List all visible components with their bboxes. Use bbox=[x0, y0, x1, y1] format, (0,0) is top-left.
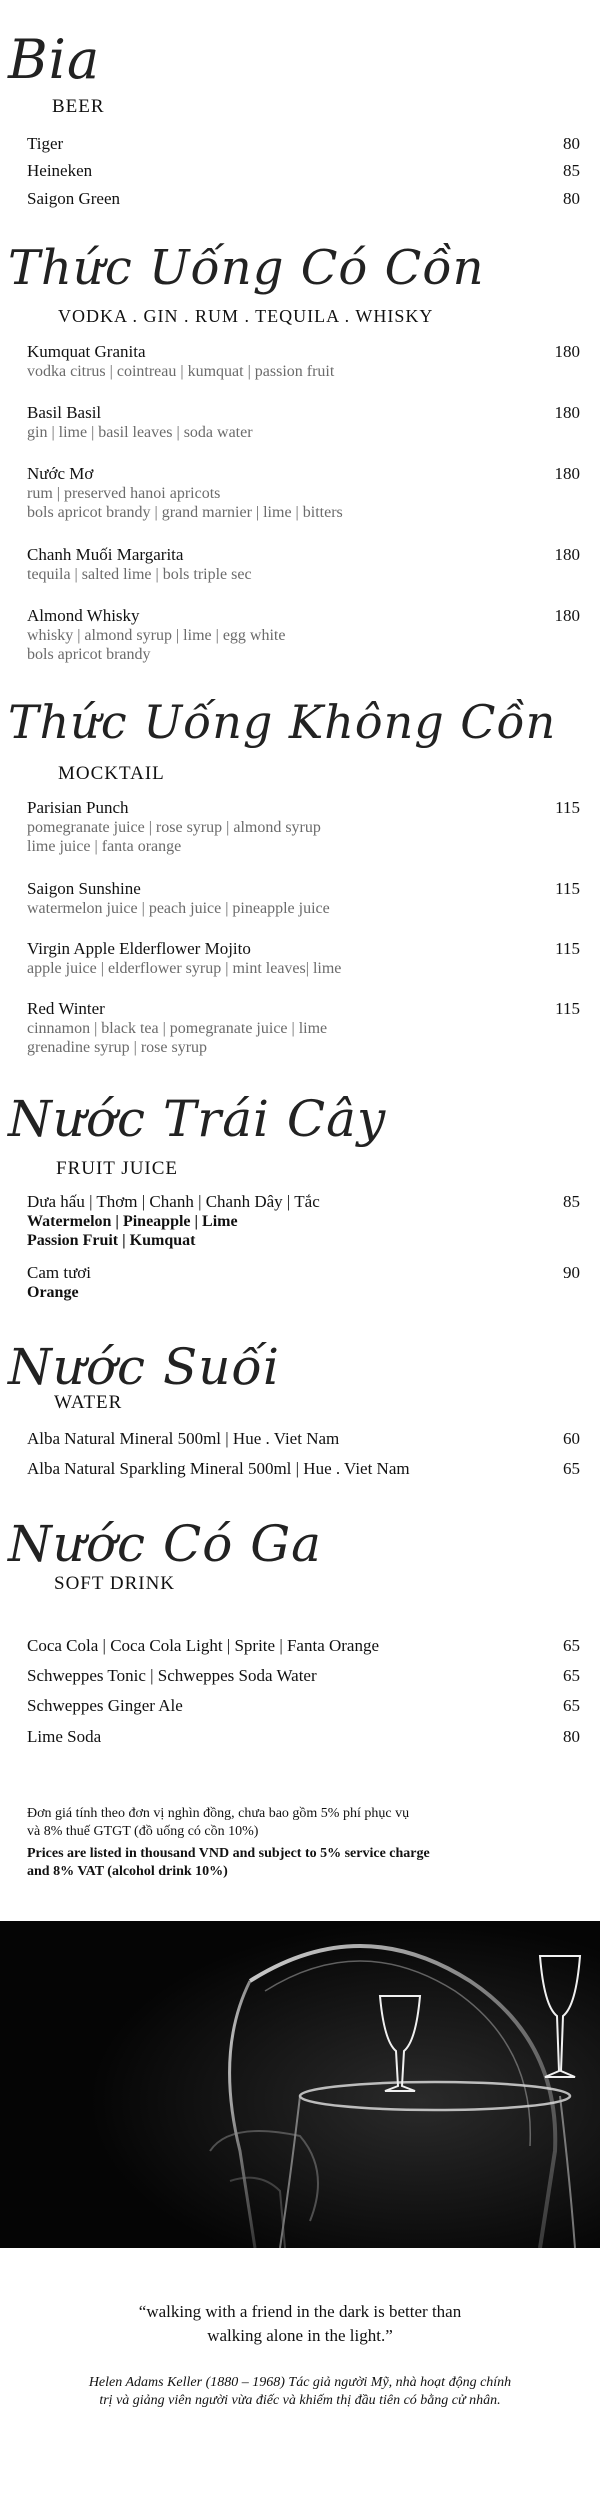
item-price: 115 bbox=[555, 798, 580, 817]
quote-line: “walking with a friend in the dark is better than bbox=[138, 2302, 462, 2321]
glass-chair-illustration bbox=[0, 1921, 600, 2248]
item-description: watermelon juice | peach juice | pineapple juice bbox=[27, 900, 330, 917]
item-description: gin | lime | basil leaves | soda water bbox=[27, 424, 253, 441]
quote-credit bbox=[30, 2374, 570, 2410]
item-price: 65 bbox=[563, 1666, 580, 1685]
item-name: Heineken bbox=[27, 161, 93, 180]
item-name: Nước Mơ bbox=[27, 464, 94, 483]
water-script-title: Nước Suối bbox=[8, 1338, 280, 1396]
item-name: Red Winter bbox=[27, 999, 105, 1018]
mocktail-script-title: Thức Uống Không Cồn bbox=[8, 695, 557, 749]
item-price: 65 bbox=[563, 1696, 580, 1715]
item-name: Parisian Punch bbox=[27, 798, 129, 817]
juice-subtitle: FRUIT JUICE bbox=[56, 1158, 179, 1179]
item-price: 65 bbox=[563, 1636, 580, 1655]
item-name: Dưa hấu | Thơm | Chanh | Chanh Dây | Tắc bbox=[27, 1192, 320, 1211]
item-name: Coca Cola | Coca Cola Light | Sprite | Fanta Orange bbox=[27, 1636, 380, 1655]
item-name: Alba Natural Mineral 500ml | Hue . Viet Nam bbox=[27, 1429, 340, 1448]
item-price: 180 bbox=[554, 464, 580, 483]
item-price: 65 bbox=[563, 1459, 580, 1478]
note-line: và 8% thuế GTGT (đồ uống có cồn 10%) bbox=[27, 1824, 259, 1839]
item-name: Almond Whisky bbox=[27, 606, 140, 625]
menu-item bbox=[27, 545, 580, 584]
item-name: Saigon Sunshine bbox=[27, 879, 141, 898]
menu-item bbox=[27, 342, 580, 381]
item-name: Schweppes Ginger Ale bbox=[27, 1696, 183, 1715]
item-name: Chanh Muối Margarita bbox=[27, 545, 184, 564]
item-price: 80 bbox=[563, 134, 580, 153]
price-note-english bbox=[27, 1845, 580, 1881]
menu-item bbox=[27, 1666, 580, 1686]
item-price: 180 bbox=[554, 545, 580, 564]
item-name: Tiger bbox=[27, 134, 64, 153]
menu-item bbox=[27, 464, 580, 522]
item-description: vodka citrus | cointreau | kumquat | passion fruit bbox=[27, 363, 335, 380]
menu-item bbox=[27, 189, 580, 209]
soft-subtitle: SOFT DRINK bbox=[54, 1573, 176, 1594]
beer-subtitle: BEER bbox=[52, 96, 105, 117]
item-price: 180 bbox=[554, 606, 580, 625]
water-subtitle: WATER bbox=[54, 1392, 123, 1413]
item-description: grenadine syrup | rose syrup bbox=[27, 1039, 208, 1056]
item-price: 85 bbox=[563, 1192, 580, 1211]
menu-item bbox=[27, 999, 580, 1057]
price-note-vietnamese bbox=[27, 1805, 580, 1841]
item-name: Cam tươi bbox=[27, 1263, 92, 1282]
item-price: 115 bbox=[555, 939, 580, 958]
item-description: apple juice | elderflower syrup | mint leaves| lime bbox=[27, 960, 342, 977]
note-line: Đơn giá tính theo đơn vị nghìn đồng, chưa bao gồm 5% phí phục vụ bbox=[27, 1806, 410, 1821]
note-line: and 8% VAT (alcohol drink 10%) bbox=[27, 1864, 228, 1879]
item-price: 90 bbox=[563, 1263, 580, 1282]
item-name: Schweppes Tonic | Schweppes Soda Water bbox=[27, 1666, 317, 1685]
item-description: cinnamon | black tea | pomegranate juice | lime bbox=[27, 1020, 328, 1037]
menu-item bbox=[27, 1696, 580, 1716]
item-name: Basil Basil bbox=[27, 403, 102, 422]
note-line: Prices are listed in thousand VND and subject to 5% service charge bbox=[27, 1846, 430, 1861]
item-english-name: Orange bbox=[27, 1284, 79, 1301]
credit-line: Helen Adams Keller (1880 – 1968) Tác giả người Mỹ, nhà hoạt động chính bbox=[88, 2375, 512, 2390]
menu-item bbox=[27, 879, 580, 918]
item-price: 60 bbox=[563, 1429, 580, 1448]
glass-chair-photo bbox=[0, 1921, 600, 2248]
quote-line: walking alone in the light.” bbox=[207, 2326, 393, 2345]
menu-item bbox=[27, 1429, 580, 1449]
menu-item bbox=[27, 134, 580, 154]
juice-script-title: Nước Trái Cây bbox=[8, 1090, 387, 1148]
item-english-name: Passion Fruit | Kumquat bbox=[27, 1232, 196, 1249]
item-price: 80 bbox=[563, 189, 580, 208]
menu-item bbox=[27, 1459, 580, 1479]
credit-line: trị và giảng viên người vừa điếc và khiếm thị đầu tiên có bằng cử nhân. bbox=[99, 2393, 501, 2408]
menu-item bbox=[27, 1727, 580, 1747]
mocktail-subtitle: MOCKTAIL bbox=[58, 763, 165, 784]
menu-item bbox=[27, 939, 580, 978]
item-description: bols apricot brandy bbox=[27, 646, 151, 663]
menu-item bbox=[27, 1263, 580, 1302]
item-description: rum | preserved hanoi apricots bbox=[27, 485, 221, 502]
beer-script-title: Bia bbox=[8, 28, 101, 91]
menu-item bbox=[27, 798, 580, 856]
menu-item bbox=[27, 606, 580, 664]
item-name: Kumquat Granita bbox=[27, 342, 146, 361]
menu-item bbox=[27, 161, 580, 181]
menu-item bbox=[27, 1636, 580, 1656]
item-description: whisky | almond syrup | lime | egg white bbox=[27, 627, 286, 644]
item-description: lime juice | fanta orange bbox=[27, 838, 182, 855]
item-description: bols apricot brandy | grand marnier | lime | bitters bbox=[27, 504, 343, 521]
soft-script-title: Nước Có Ga bbox=[8, 1515, 322, 1573]
item-name: Saigon Green bbox=[27, 189, 121, 208]
item-price: 180 bbox=[554, 342, 580, 361]
alcohol-script-title: Thức Uống Có Cồn bbox=[8, 240, 485, 296]
item-description: tequila | salted lime | bols triple sec bbox=[27, 566, 252, 583]
item-name: Virgin Apple Elderflower Mojito bbox=[27, 939, 251, 958]
item-price: 80 bbox=[563, 1727, 580, 1746]
item-price: 115 bbox=[555, 879, 580, 898]
menu-item bbox=[27, 403, 580, 442]
alcohol-subtitle: VODKA . GIN . RUM . TEQUILA . WHISKY bbox=[58, 306, 434, 326]
item-price: 85 bbox=[563, 161, 580, 180]
item-name: Alba Natural Sparkling Mineral 500ml | Hue . Viet Nam bbox=[27, 1459, 410, 1478]
quote-text bbox=[60, 2300, 540, 2348]
item-price: 115 bbox=[555, 999, 580, 1018]
item-price: 180 bbox=[554, 403, 580, 422]
item-english-name: Watermelon | Pineapple | Lime bbox=[27, 1213, 238, 1230]
item-name: Lime Soda bbox=[27, 1727, 102, 1746]
item-description: pomegranate juice | rose syrup | almond syrup bbox=[27, 819, 321, 836]
menu-item bbox=[27, 1192, 580, 1250]
